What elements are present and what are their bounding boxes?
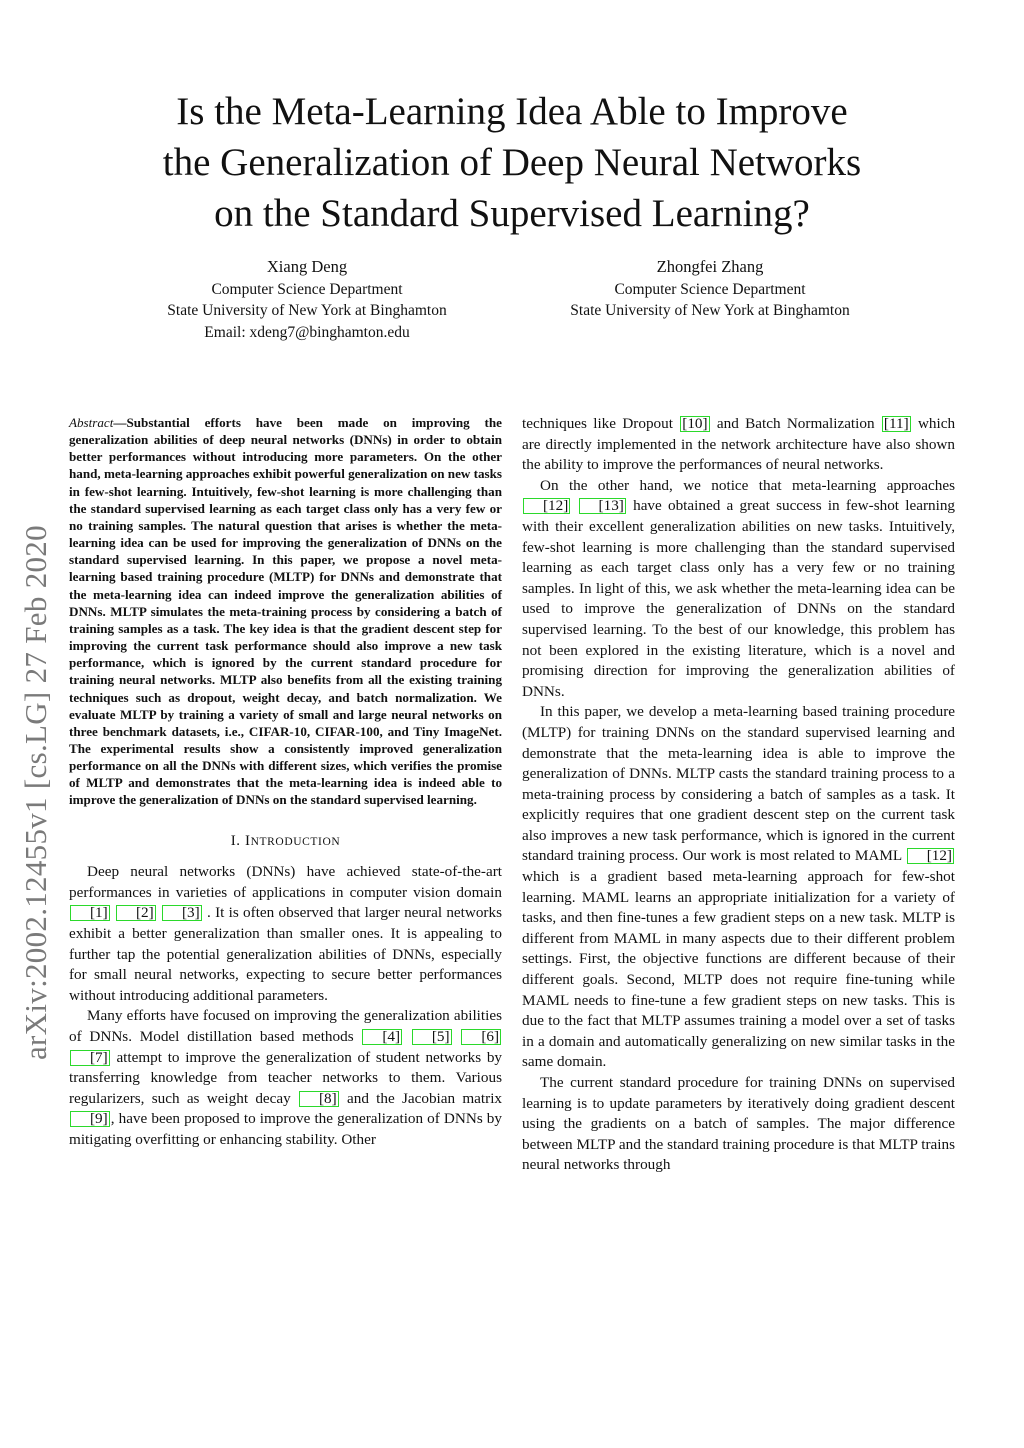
section-title-initial: I	[245, 832, 251, 849]
text-run: which is a gradient based meta-learning approach for few-shot learning. MAML learns an appropriate initialization for a variety of tasks, and then fine-tunes a few gradient steps on a new task. MLTP is different from MAML in many aspects due to their different problem settings. First, the objective functions are different because of their different goals. Second, MLTP does not require fine-tuning while MAML needs to fine-tune a few gradient steps on new tasks. This is due to the fact that MLTP assumes training a model over a set of tasks in a domain and automatically generalizing on new similar tasks in the same domain.	[522, 868, 955, 1071]
title-line-1: Is the Meta-Learning Idea Able to Improve	[176, 90, 848, 133]
author-affiliation: State University of New York at Binghamton	[570, 302, 850, 319]
text-run: and the Jacobian matrix	[346, 1089, 503, 1107]
text-run: Deep neural networks (DNNs) have achieved state-of-the-art performances in varieties of applications in computer vision domain	[69, 863, 502, 901]
text-run: . It is often observed that larger neural networks exhibit a better generalization than smaller ones. It is appealing to further tap the potential generalization abilities of DNNs, especially for small neural networks, expecting to secure better performances without introducing additional parameters.	[69, 904, 502, 1004]
citation-link[interactable]: [12]	[907, 848, 954, 864]
author-affiliation: State University of New York at Binghamton	[167, 302, 447, 319]
title-line-3: on the Standard Supervised Learning?	[214, 192, 810, 235]
section-number: I.	[230, 832, 241, 849]
text-run: have obtained a great success in few-shot learning with their excellent generalization abilities on new tasks. Intuitively, few-shot learning is more challenging than the standard supervised learning as each target class only has a very few or no training samples. In light of this, we ask whether the meta-learning idea can be used to improve the generalization of DNNs on the standard supervised learning. To the best of our knowledge, this problem has not been explored in the existing literature, which is a novel and promising direction for improving the generalization abilities of DNNs.	[522, 497, 956, 700]
citation-link[interactable]: [2]	[116, 905, 156, 921]
author-block-2	[500, 256, 920, 322]
text-run: which are directly implemented in the network architecture have also shown the ability to improve the performances of neural networks.	[522, 415, 956, 474]
citation-link[interactable]: [12]	[523, 498, 570, 514]
arxiv-stamp: arXiv:2002.12455v1 [cs.LG] 27 Feb 2020	[18, 525, 53, 1060]
intro-paragraph-2	[69, 1006, 502, 1150]
author-name: Zhongfei Zhang	[656, 257, 764, 276]
section-title-rest: NTRODUCTION	[250, 835, 341, 848]
citation-link[interactable]: [1]	[70, 905, 110, 921]
author-dept: Computer Science Department	[614, 280, 806, 298]
section-heading-introduction	[69, 831, 502, 853]
citation-link[interactable]: [3]	[162, 905, 202, 921]
title-line-2: the Generalization of Deep Neural Networks	[162, 141, 862, 184]
citation-link[interactable]: [8]	[299, 1091, 339, 1107]
citation-link[interactable]: [10]	[682, 415, 708, 432]
text-run: techniques like Dropout	[522, 415, 673, 432]
text-run: Many efforts have focused on improving the generalization abilities of DNNs. Model distillation based methods	[69, 1007, 502, 1045]
intro-paragraph-3	[522, 414, 955, 476]
text-run: In this paper, we develop a meta-learning based training procedure (MLTP) for training DNNs on the standard supervised learning and demonstrate that the meta-learning idea is able to improve the generalization of DNNs. MLTP casts the standard training process to a meta-training process by considering a batch of samples as a task. It explicitly requires that one gradient descent step on the current task also improves a new task performance, which is ignored in the current standard training process. Our work is most related to MAML	[522, 703, 955, 865]
paper-title	[100, 86, 924, 239]
author-block-1	[97, 256, 517, 343]
right-column	[522, 414, 955, 1176]
text-run: attempt to improve the generalization of student networks by transferring knowledge from teacher networks to them. Various regularizers, such as weight decay	[69, 1048, 503, 1107]
citation-link[interactable]: [5]	[412, 1029, 452, 1045]
citation-link[interactable]: [9]	[70, 1111, 110, 1127]
abstract-lead: Abstract	[69, 415, 114, 430]
abstract-text: —Substantial efforts have been made on improving the generalization abilities of deep neural networks (DNNs) in order to obtain better performances without introducing more parameters. On the other hand, meta-learning approaches exhibit powerful generalization on new tasks in few-shot learning. Intuitively, few-shot learning is more challenging than the standard supervised learning as each target class only has a very few or no training samples. The natural question that arises is whether the meta-learning idea can be used for improving the generalization of DNNs on the standard supervised learning. In this paper, we propose a novel meta-learning based training procedure (MLTP) for DNNs and demonstrate that the meta-learning idea can indeed improve the generalization abilities of DNNs. MLTP simulates the meta-training process by considering a batch of training samples as a task. The key idea is that the gradient descent step for improving the current task performance should also improve a new task performance, which is ignored by the current standard procedure for training neural networks. MLTP also benefits from all the existing training techniques such as dropout, weight decay, and batch normalization. We evaluate MLTP by training a variety of small and large neural networks on three benchmark datasets, i.e., CIFAR-10, CIFAR-100, and Tiny ImageNet. The experimental results show a consistently improved generalization performance on all the DNNs with different sizes, which verifies the promise of MLTP and demonstrates that the meta-learning idea is indeed able to improve the generalization of DNNs on the standard supervised learning.	[69, 415, 502, 808]
intro-paragraph-4	[522, 476, 955, 703]
text-run: , have been proposed to improve the generalization of DNNs by mitigating overfitting or enhancing stability. Other	[69, 1110, 502, 1148]
author-dept: Computer Science Department	[211, 280, 403, 298]
text-run: and Batch Normalization	[716, 415, 875, 432]
intro-paragraph-5	[522, 702, 955, 1073]
text-run: On the other hand, we notice that meta-learning approaches	[540, 476, 955, 494]
intro-paragraph-1	[69, 862, 502, 1006]
citation-link[interactable]: [13]	[579, 498, 626, 514]
intro-paragraph-6	[522, 1073, 955, 1176]
text-run: The current standard procedure for training DNNs on supervised learning is to update parameters by iteratively doing gradient descent using the gradients on a batch of samples. The major difference between MLTP and the standard training procedure is that MLTP trains neural networks through	[522, 1074, 955, 1174]
citation-link[interactable]: [6]	[461, 1029, 501, 1045]
abstract	[69, 414, 502, 809]
citation-link[interactable]: [4]	[362, 1029, 402, 1045]
left-column	[69, 414, 502, 1151]
citation-link[interactable]: [11]	[883, 415, 909, 432]
author-email: Email: xdeng7@binghamton.edu	[204, 323, 410, 341]
citation-link[interactable]: [7]	[70, 1050, 110, 1066]
author-name: Xiang Deng	[266, 257, 348, 276]
